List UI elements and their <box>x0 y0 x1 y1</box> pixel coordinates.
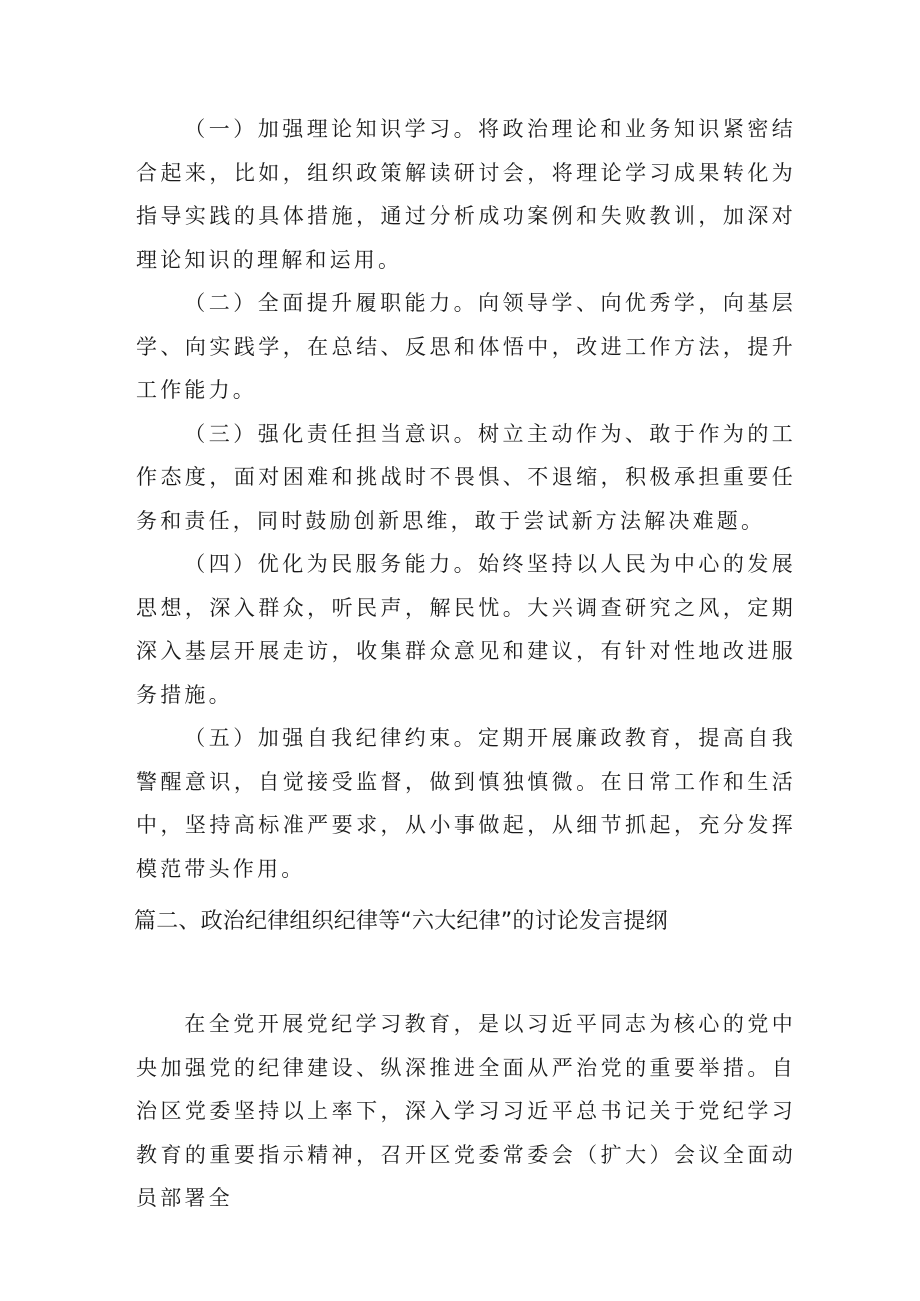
paragraph-public-service: （四）优化为民服务能力。始终坚持以人民为中心的发展思想，深入群众，听民声，解民忧。大兴调查研究之风，定期深入基层开展走访，收集群众意见和建议，有针对性地改进服务措施。 <box>136 552 796 707</box>
paragraph-intro: 在全党开展党纪学习教育，是以习近平同志为核心的党中央加强党的纪律建设、纵深推进全面从严治党的重要举措。自治区党委坚持以上率下，深入学习习近平总书记关于党纪学习教育的重要指示精神，召开区党委常委会（扩大）会议全面动员部署全 <box>136 1012 796 1210</box>
paragraph-capability: （二）全面提升履职能力。向领导学、向优秀学，向基层学、向实践学，在总结、反思和体悟中，改进工作方法，提升工作能力。 <box>136 291 796 402</box>
section-one-body <box>136 108 796 891</box>
section-two-body <box>136 1003 796 1221</box>
paragraph-theory-study: （一）加强理论知识学习。将政治理论和业务知识紧密结合起来，比如，组织政策解读研讨会，将理论学习成果转化为指导实践的具体措施，通过分析成功案例和失败教训，加深对理论知识的理解和运用。 <box>136 117 796 272</box>
paragraph-responsibility: （三）强化责任担当意识。树立主动作为、敢于作为的工作态度，面对困难和挑战时不畏惧、不退缩，积极承担重要任务和责任，同时鼓励创新思维，敢于尝试新方法解决难题。 <box>136 421 796 533</box>
section-two-heading: 篇二、政治纪律组织纪律等“六大纪律”的讨论发言提纲 <box>134 909 668 934</box>
paragraph-self-discipline: （五）加强自我纪律约束。定期开展廉政教育，提高自我警醒意识，自觉接受监督，做到慎独慎微。在日常工作和生活中，坚持高标准严要求，从小事做起，从细节抓起，充分发挥模范带头作用。 <box>136 726 796 881</box>
